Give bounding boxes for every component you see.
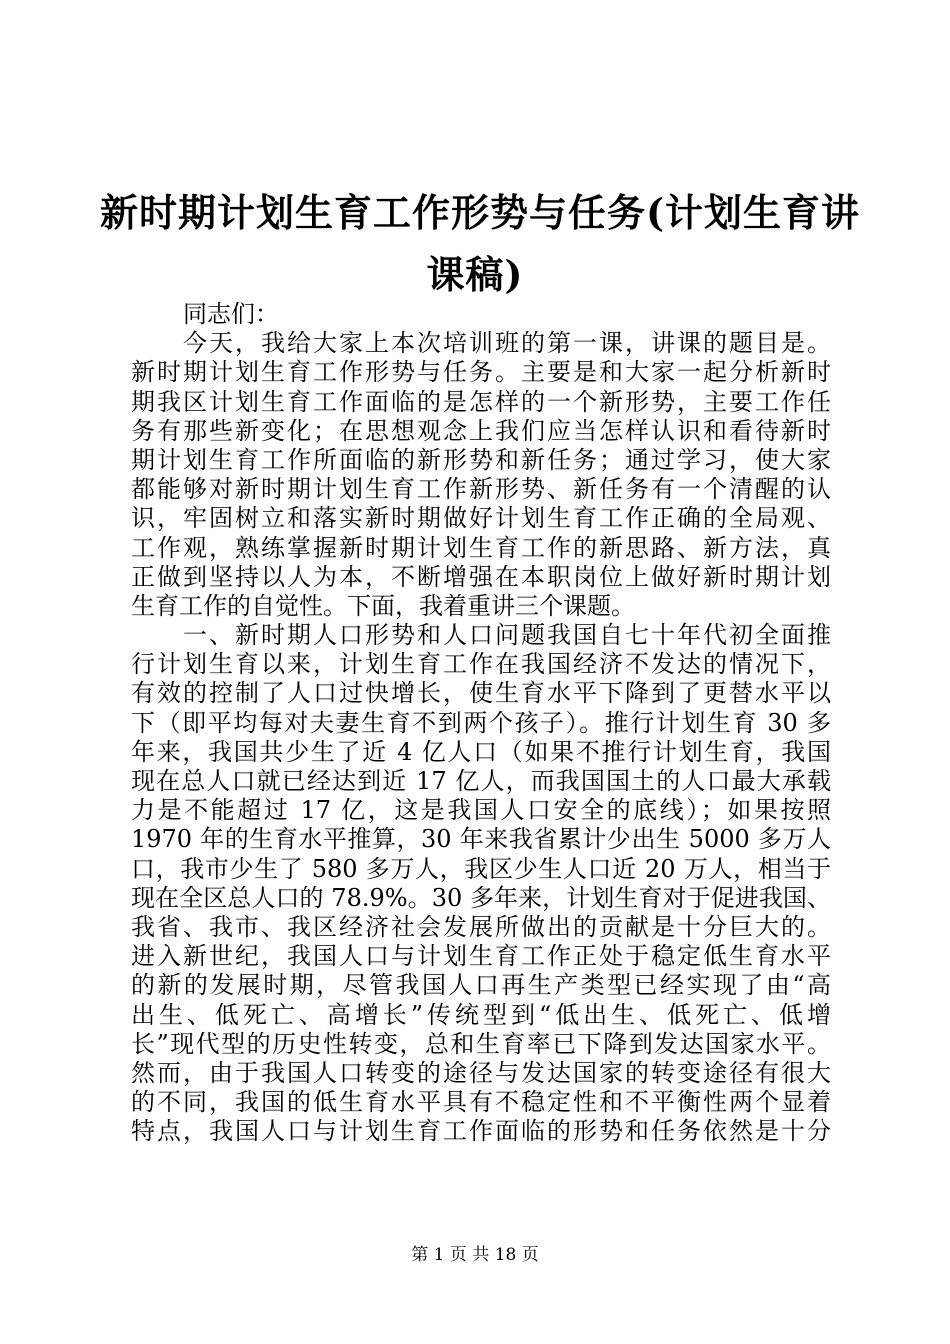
text-line: 出生、低死亡、高增长”传统型到“低出生、低死亡、低增 (131, 1000, 831, 1029)
text-line: 都能够对新时期计划生育工作新形势、新任务有一个清醒的认 (131, 475, 831, 504)
text-line: 务有那些新变化；在思想观念上我们应当怎样认识和看待新时 (131, 416, 831, 445)
text-line: 然而，由于我国人口转变的途径与发达国家的转变途径有很大 (131, 1058, 831, 1087)
text-line: 有效的控制了人口过快增长，使生育水平下降到了更替水平以 (131, 679, 831, 708)
text-line: 生育工作的自觉性。下面，我着重讲三个课题。 (131, 591, 635, 620)
text-line: 力是不能超过 17 亿，这是我国人口安全的底线）；如果按照 (131, 796, 831, 825)
text-line: 工作观，熟练掌握新时期计划生育工作的新思路、新方法，真 (131, 533, 831, 562)
text-line: 期计划生育工作所面临的新形势和新任务；通过学习，使大家 (131, 445, 831, 474)
text-line: 特点，我国人口与计划生育工作面临的形势和任务依然是十分 (131, 1117, 831, 1146)
title-line-2: 课稿) (426, 252, 524, 297)
text-line: 同志们： (183, 300, 279, 328)
text-line: 识，牢固树立和落实新时期做好计划生育工作正确的全局观、 (131, 504, 831, 533)
text-line: 正做到坚持以人为本，不断增强在本职岗位上做好新时期计划 (131, 562, 831, 591)
text-line: 一、新时期人口形势和人口问题我国自七十年代初全面推 (183, 621, 831, 650)
page-footer: 第 1 页 共 18 页 (411, 1245, 539, 1265)
text-line: 的不同，我国的低生育水平具有不稳定性和不平衡性两个显着 (131, 1088, 831, 1117)
text-line: 长”现代型的历史性转变，总和生育率已下降到发达国家水平。 (131, 1029, 831, 1058)
document-body (131, 300, 831, 1146)
title-line-1: 新时期计划生育工作形势与任务(计划生育讲 (100, 190, 860, 235)
text-line: 下（即平均每对夫妻生育不到两个孩子）。推行计划生育 30 多 (131, 708, 831, 737)
text-line: 现在全区总人口的 78.9%。30 多年来，计划生育对于促进我国、 (131, 883, 831, 912)
text-line: 年来，我国共少生了近 4 亿人口（如果不推行计划生育，我国 (131, 737, 831, 766)
text-line: 的新的发展时期，尽管我国人口再生产类型已经实现了由“高 (131, 971, 831, 1000)
text-line: 今天，我给大家上本次培训班的第一课，讲课的题目是。 (183, 329, 831, 358)
text-line: 我省、我市、我区经济社会发展所做出的贡献是十分巨大的。 (131, 912, 831, 941)
text-line: 口，我市少生了 580 多万人，我区少生人口近 20 万人，相当于 (131, 854, 831, 883)
text-line: 行计划生育以来，计划生育工作在我国经济不发达的情况下， (131, 650, 831, 679)
text-line: 现在总人口就已经达到近 17 亿人，而我国国土的人口最大承载 (131, 767, 831, 795)
document-title (100, 182, 860, 306)
text-line: 进入新世纪，我国人口与计划生育工作正处于稳定低生育水平 (131, 942, 831, 971)
text-line: 1970 年的生育水平推算，30 年来我省累计少出生 5000 多万人 (131, 825, 831, 854)
text-line: 新时期计划生育工作形势与任务。主要是和大家一起分析新时 (131, 358, 831, 387)
text-line: 期我区计划生育工作面临的是怎样的一个新形势，主要工作任 (131, 387, 831, 416)
